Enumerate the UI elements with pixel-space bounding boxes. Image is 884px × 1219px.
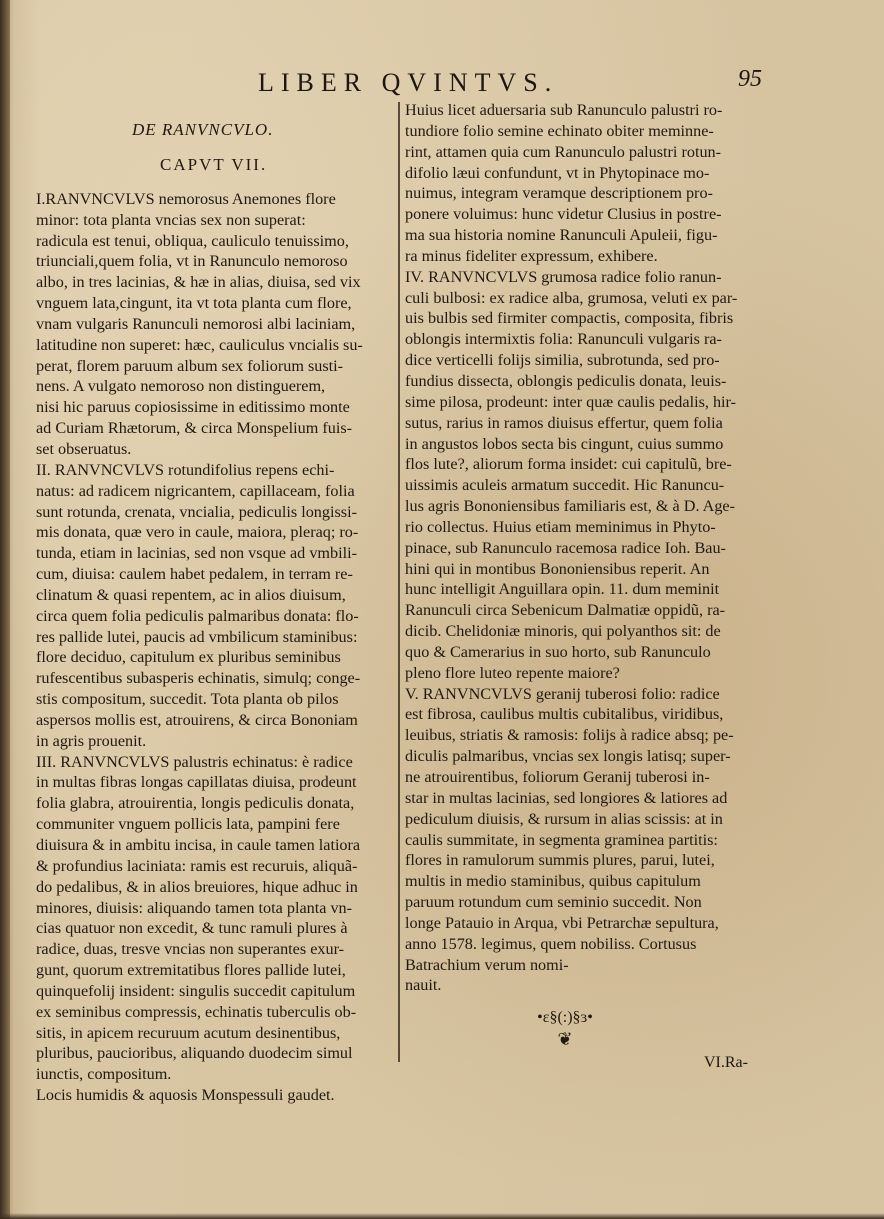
text-line: sutus, rarius in ramos diuisus effertur, quem folia	[405, 413, 723, 432]
text-line: ra minus fideliter expressum, exhibere.	[405, 246, 658, 265]
book-spine-shadow	[0, 0, 10, 1219]
text-line: in agris prouenit.	[36, 731, 147, 750]
text-line: perat, florem paruum album sex foliorum susti-	[36, 356, 344, 375]
text-line: fundius dissecta, oblongis pediculis donata, leuis-	[405, 371, 727, 390]
text-line: minor: tota planta vncias sex non superat:	[36, 210, 306, 229]
text-line: Batrachium verum nomi-	[405, 955, 569, 974]
text-line: diuisura & in ambitu incisa, in caule tamen latiora	[36, 836, 361, 854]
text-line: communiter vnguem pollicis lata, pampini fere	[36, 815, 340, 834]
text-line: tundiore folio semine echinato obiter meminne-	[405, 121, 714, 140]
text-line: quo & Camerarius in suo horto, sub Ranunculo	[405, 642, 711, 661]
text-line: hini qui in montibus Bononiensibus reperit. An	[405, 559, 710, 578]
text-line: minores, diuisis: aliquando tamen tota planta vn-	[36, 898, 353, 917]
text-line: do pedalibus, & in alios breuiores, hique adhuc in	[36, 877, 358, 896]
text-line: III. RANVNCVLVS palustris echinatus: è radice	[36, 752, 353, 771]
text-line: radice, duas, tresve vncias non superantes exur-	[36, 940, 345, 959]
text-line: in multas fibras longas capillatas diuisa, prodeunt	[36, 773, 357, 792]
text-line: quinquefolij insident: singulis succedit capitulum	[36, 981, 356, 1000]
text-line: diculis palmaribus, vncias sex longis latisq; super-	[405, 747, 731, 766]
text-line: radicula est tenui, obliqua, cauliculo tenuissimo,	[36, 231, 349, 250]
text-line: cum, diuisa: caulem habet pedalem, in terram re-	[36, 565, 353, 584]
text-line: nisi hic paruus copiosissime in editissimo monte	[36, 398, 350, 417]
text-line: tunda, etiam in lacinias, sed non vsque ad vmbili-	[36, 544, 357, 563]
left-column	[36, 100, 394, 1106]
text-line: ad Curiam Rhætorum, & circa Monspelium fuis-	[36, 419, 353, 438]
text-line: nuimus, integram veramque descriptionem pro-	[405, 184, 713, 203]
text-line: anno 1578. legimus, quem nobiliss. Cortusus	[405, 934, 697, 953]
text-line: flore deciduo, capitulum ex pluribus seminibus	[36, 648, 341, 667]
text-line: dice verticelli folijs similia, subrotunda, sed pro-	[405, 351, 720, 370]
text-line: dicib. Chelidoniæ minoris, qui polyanthos sit: de	[405, 622, 721, 641]
text-line: flos lute?, aliorum forma insidet: cui capitulũ, bre-	[405, 455, 732, 474]
text-line: triunciali,quem folia, vt in Ranunculo nemoroso	[36, 252, 348, 271]
text-line: pluribus, paucioribus, aliquando duodecim simul	[36, 1044, 353, 1063]
text-line: II. RANVNCVLVS rotundifolius repens echi-	[36, 460, 335, 479]
right-column	[405, 100, 767, 1050]
text-line: nens. A vulgato nemoroso non distinguerem,	[36, 377, 326, 396]
text-line: in angustos lobos secta bis cingunt, cuius summo	[405, 434, 724, 453]
page-edge-shadow	[0, 1213, 884, 1219]
text-line: difolio læui confundunt, vt in Phytopinace mo-	[405, 163, 710, 182]
text-line: Ranunculi circa Sebenicum Dalmatiæ oppidũ, ra-	[405, 601, 726, 620]
text-line: pleno flore luteo repente maiore?	[405, 663, 620, 682]
text-line: aspersos mollis est, atrouirens, & circa Bononiam	[36, 710, 358, 729]
text-line: star in multas lacinias, sed longiores & latiores ad	[405, 788, 728, 807]
text-line: rint, attamen quia cum Ranunculo palustri rotun-	[405, 142, 722, 161]
text-line: uissimis aculeis armatum succedit. Hic Ranuncu-	[405, 476, 725, 495]
text-line: albo, in tres lacinias, & hæ in alias, diuisa, sed vix	[36, 273, 361, 292]
text-line: mis donata, quæ vero in caule, maiora, pleraq; ro-	[36, 523, 359, 542]
printers-ornament: •ɛ§(:)§ɜ•	[537, 1009, 593, 1027]
text-line: vnam vulgaris Ranunculi nemorosi albi laciniam,	[36, 314, 356, 333]
text-line: I.RANVNCVLVS nemorosus Anemones flore	[36, 189, 336, 208]
text-line: ne atrouirentibus, foliorum Geranij tuberosi in-	[405, 768, 710, 786]
text-line: ponere voluimus: hunc videtur Clusius in postre-	[405, 205, 722, 224]
text-line: circa quem folia pediculis palmaribus donata: flo-	[36, 606, 359, 625]
text-line: pediculum diuisis, & rursum in alias scissis: at in	[405, 809, 723, 828]
text-line: rufescentibus subasperis echinatis, simulq; conge-	[36, 669, 361, 688]
text-line: longe Patauio in Arqua, vbi Petrarchæ sepultura,	[405, 913, 719, 932]
text-line: sunt rotunda, crenata, vncialia, pediculis longissi-	[36, 502, 357, 521]
text-line: stis compositum, succedit. Tota planta ob pilos	[36, 690, 339, 709]
text-line: rio collectus. Huius etiam meminimus in Phyto-	[405, 517, 716, 536]
text-line: Huius licet aduersaria sub Ranunculo palustri ro-	[405, 101, 723, 119]
text-line: & profundius laciniata: ramis est recuruis, aliquã-	[36, 856, 358, 875]
chapter-title: DE RANVNCVLO.	[132, 120, 274, 139]
right-column-text	[405, 100, 767, 996]
text-line: latitudine non superet: hæc, cauliculus vncialis su-	[36, 335, 363, 354]
text-line: res pallide lutei, paucis ad vmbilicum staminibus:	[36, 627, 358, 646]
text-line: hunc intelligit Anguillara opin. 11. dum meminit	[405, 580, 720, 599]
running-head: LIBER QVINTVS.	[258, 68, 559, 97]
text-line: nauit.	[405, 976, 442, 995]
left-column-text	[36, 189, 394, 1106]
text-line: paruum rotundum cum seminio succedit. Non	[405, 893, 702, 912]
column-divider	[398, 102, 400, 1062]
text-line: cias quatuor non excedit, & tunc ramuli plures à	[36, 919, 348, 938]
text-line: IV. RANVNCVLVS grumosa radice folio ranun-	[405, 267, 722, 286]
text-line: oblongis intermixtis folia: Ranunculi vulgaris ra-	[405, 330, 722, 349]
text-line: caulis summitate, in segmenta graminea partitis:	[405, 830, 718, 849]
text-line: lus agris Bononiensibus familiaris est, & à D. Age-	[405, 497, 736, 516]
text-line: flores in ramulorum summis plures, parui, lutei,	[405, 851, 715, 870]
text-line: est fibrosa, caulibus multis cubitalibus, viridibus,	[405, 705, 724, 724]
fleuron-icon: ❦	[557, 1029, 573, 1050]
text-line: vnguem lata,cingunt, ita vt tota planta cum flore,	[36, 294, 352, 313]
text-line: iunctis, compositum.	[36, 1065, 172, 1084]
text-line: pinace, sub Ranunculo racemosa radice Ioh. Bau-	[405, 538, 726, 557]
text-line: multis in medio staminibus, quibus capitulum	[405, 872, 701, 891]
text-line: leuibus, striatis & ramosis: folijs à radice absq; pe-	[405, 726, 734, 745]
text-line: sitis, in apicem recuruum acutum desinentibus,	[36, 1023, 341, 1042]
page-number: 95	[738, 66, 762, 92]
text-line: clinatum & quasi repentem, ac in alios diuisum,	[36, 585, 346, 604]
text-line: ex seminibus compressis, echinatis tuberculis ob-	[36, 1002, 357, 1021]
text-line: set obseruatus.	[36, 439, 132, 458]
text-line: folia glabra, atrouirentia, longis pediculis donata,	[36, 794, 355, 813]
catchword: VI.Ra-	[704, 1054, 748, 1071]
chapter-number: CAPVT VII.	[160, 154, 268, 174]
text-line: ma sua historia nomine Ranunculi Apuleii, figu-	[405, 226, 718, 245]
text-line: sime pilosa, prodeunt: inter quæ caulis pedalis, hir-	[405, 392, 737, 411]
text-line: culi bulbosi: ex radice alba, grumosa, veluti ex par-	[405, 288, 738, 307]
text-line: uis bulbis sed firmiter compactis, composita, fibris	[405, 309, 734, 328]
text-line: natus: ad radicem nigricantem, capillaceam, folia	[36, 481, 355, 500]
text-line: V. RANVNCVLVS geranij tuberosi folio: radice	[405, 684, 720, 703]
text-line: Locis humidis & aquosis Monspessuli gaudet.	[36, 1086, 335, 1105]
text-line: gunt, quorum extremitatibus flores pallide lutei,	[36, 961, 346, 980]
